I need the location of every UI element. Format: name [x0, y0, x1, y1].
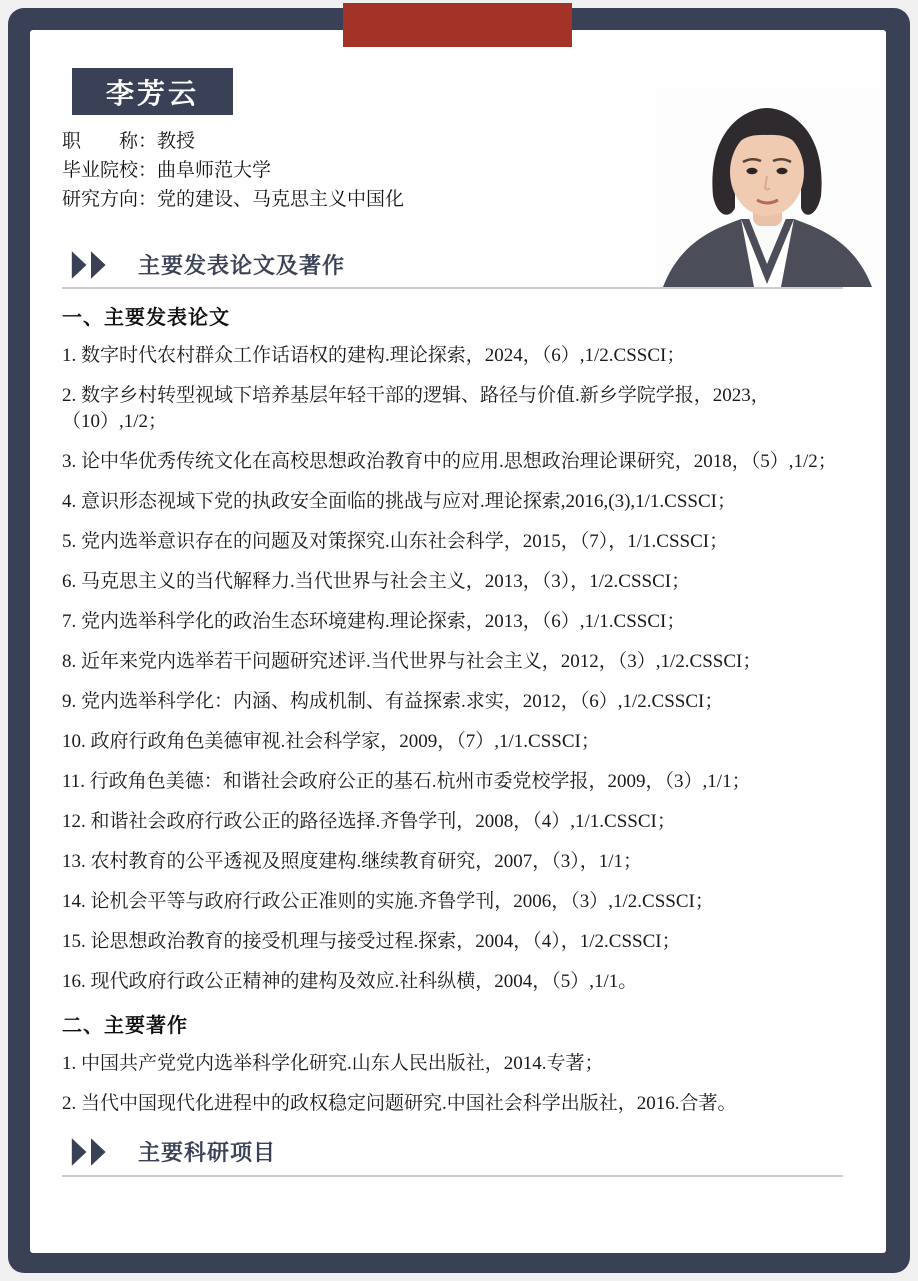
profile-name: 李芳云	[105, 77, 199, 109]
publication-item: 12. 和谐社会政府行政公正的路径选择.齐鲁学刊，2008，（4）,1/1.CSSCI；	[62, 811, 676, 832]
section-title-projects: 主要科研项目	[138, 1140, 277, 1165]
book-item: 2. 当代中国现代化进程中的政权稳定问题研究.中国社会科学出版社，2016.合著。	[62, 1093, 737, 1114]
publication-item: 9. 党内选举科学化：内涵、构成机制、有益探索.求实，2012，（6）,1/2.CSSCI；	[62, 691, 724, 712]
double-chevron-right-icon	[70, 250, 112, 280]
book-item: 1. 中国共产党党内选举科学化研究.山东人民出版社，2014.专著；	[62, 1053, 604, 1074]
top-red-accent-bar	[343, 3, 572, 47]
section-divider	[62, 287, 843, 289]
publication-item: 15. 论思想政治教育的接受机理与接受过程.探索，2004，（4），1/2.CSSCI；	[62, 931, 681, 952]
section-header-publications	[70, 249, 345, 280]
publication-item: 7. 党内选举科学化的政治生态环境建构.理论探索，2013，（6）,1/1.CSSCI；	[62, 611, 686, 632]
publication-item: 10. 政府行政角色美德审视.社会科学家，2009，（7）,1/1.CSSCI；	[62, 731, 600, 752]
publication-item: 4. 意识形态视域下党的执政安全面临的挑战与应对.理论探索,2016,(3),1/1.CSSCI；	[62, 491, 736, 512]
publication-item: 16. 现代政府行政公正精神的建构及效应.社科纵横，2004，（5）,1/1。	[62, 971, 638, 992]
section-header-projects	[70, 1136, 276, 1167]
profile-info-list	[62, 127, 404, 214]
publications-content	[62, 301, 860, 1131]
papers-heading: 一、主要发表论文	[62, 307, 230, 329]
publication-item: 2. 数字乡村转型视域下培养基层年轻干部的逻辑、路径与价值.新乡学院学报，2023，（10）,1/2；	[62, 385, 770, 432]
profile-info-research-direction: 研究方向：党的建设、马克思主义中国化	[62, 189, 405, 210]
double-chevron-right-icon	[70, 1137, 112, 1167]
publication-item: 8. 近年来党内选举若干问题研究述评.当代世界与社会主义，2012，（3）,1/2.CSSCI；	[62, 651, 762, 672]
section-divider	[62, 1175, 843, 1177]
publication-item: 6. 马克思主义的当代解释力.当代世界与社会主义，2013，（3），1/2.CSSCI；	[62, 571, 691, 592]
books-heading: 二、主要著作	[62, 1015, 188, 1037]
profile-name-badge	[72, 68, 233, 115]
profile-info-alma-mater: 毕业院校：曲阜师范大学	[62, 160, 272, 181]
publication-item: 5. 党内选举意识存在的问题及对策探究.山东社会科学，2015，（7），1/1.CSSCI；	[62, 531, 729, 552]
profile-photo	[655, 88, 880, 287]
portrait-illustration	[655, 88, 880, 287]
publication-item: 1. 数字时代农村群众工作话语权的建构.理论探索，2024，（6）,1/2.CSSCI；	[62, 345, 686, 366]
publication-item: 11. 行政角色美德：和谐社会政府公正的基石.杭州市委党校学报，2009，（3）,1/1；	[62, 771, 751, 792]
profile-info-title: 职 称：教授	[62, 131, 196, 152]
publication-item: 14. 论机会平等与政府行政公正准则的实施.齐鲁学刊，2006，（3）,1/2.CSSCI；	[62, 891, 714, 912]
publication-item: 3. 论中华优秀传统文化在高校思想政治教育中的应用.思想政治理论课研究，2018，（5）,1/2；	[62, 451, 837, 472]
section-title-publications: 主要发表论文及著作	[138, 253, 346, 278]
publication-item: 13. 农村教育的公平透视及照度建构.继续教育研究，2007，（3），1/1；	[62, 851, 643, 872]
